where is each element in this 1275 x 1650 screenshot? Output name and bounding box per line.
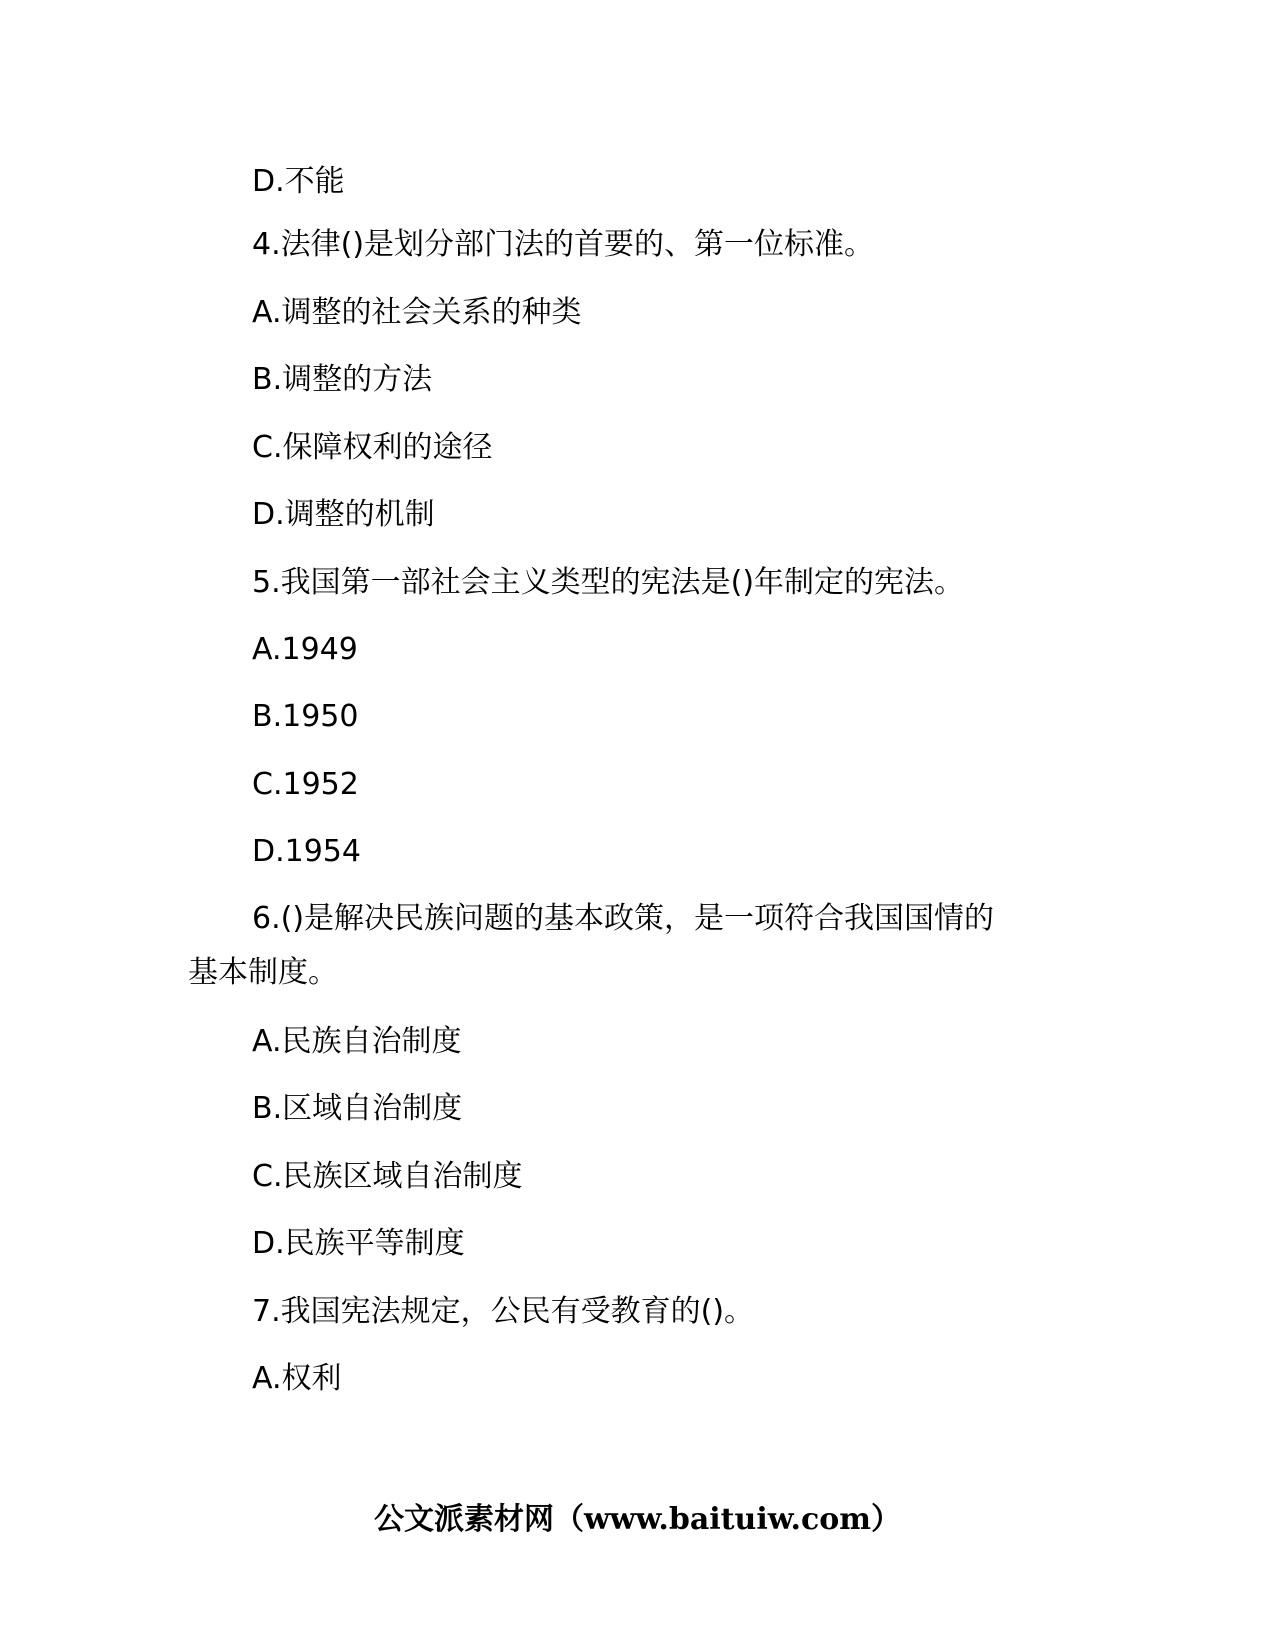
question-7: 7.我国宪法规定，公民有受教育的()。	[252, 1294, 755, 1329]
option-5c: C.1952	[252, 767, 359, 802]
option-5a: A.1949	[252, 632, 358, 667]
option-6b: B.区域自治制度	[252, 1091, 463, 1126]
option-4d: D.调整的机制	[252, 497, 435, 532]
question-6-line-1: 6.()是解决民族问题的基本政策，是一项符合我国国情的	[252, 901, 995, 936]
question-6-line-2: 基本制度。	[188, 955, 338, 990]
option-4c: C.保障权利的途径	[252, 430, 493, 465]
question-4: 4.法律()是划分部门法的首要的、第一位标准。	[252, 227, 875, 262]
option-3d: D.不能	[252, 164, 345, 199]
option-6d: D.民族平等制度	[252, 1226, 465, 1261]
footer-watermark-text: 公文派素材网（www.baituiw.com）	[373, 1502, 902, 1537]
option-7a: A.权利	[252, 1361, 342, 1396]
option-6a: A.民族自治制度	[252, 1024, 462, 1059]
option-6c: C.民族区域自治制度	[252, 1159, 523, 1194]
option-5b: B.1950	[252, 699, 359, 734]
question-5: 5.我国第一部社会主义类型的宪法是()年制定的宪法。	[252, 565, 965, 600]
option-5d: D.1954	[252, 834, 361, 869]
option-4a: A.调整的社会关系的种类	[252, 295, 582, 330]
option-4b: B.调整的方法	[252, 362, 433, 397]
